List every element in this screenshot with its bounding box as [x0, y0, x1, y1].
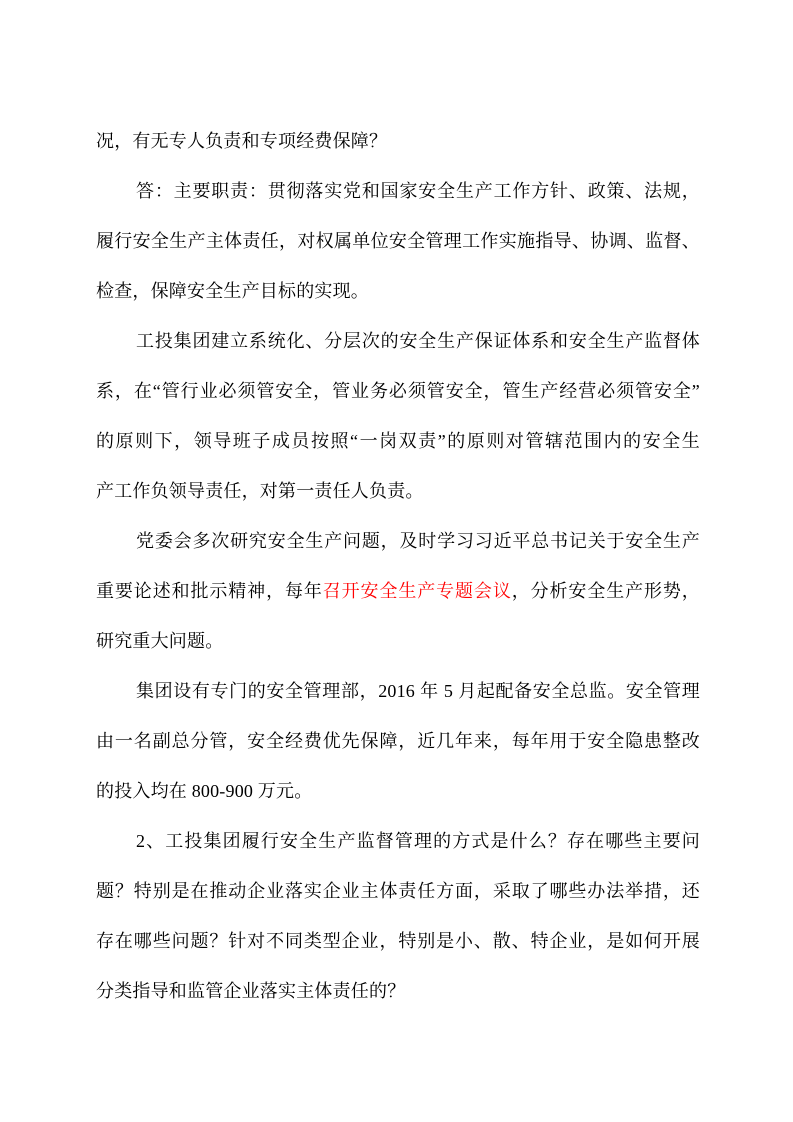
text-run: 2、工投集团履行安全生产监督管理的方式是什么？存在哪些主要问 — [136, 831, 700, 851]
text-line — [96, 216, 700, 266]
text-line — [96, 366, 700, 416]
text-run: 题？特别是在推动企业落实企业主体责任方面，采取了哪些办法举措，还 — [96, 881, 700, 901]
text-run: 集团设有专门的安全管理部，2016 年 5 月起配备安全总监。安全管理 — [136, 681, 700, 701]
text-run: 履行安全生产主体责任，对权属单位安全管理工作实施指导、协调、监督、 — [96, 231, 700, 251]
text-run: 分类指导和监管企业落实主体责任的？ — [96, 981, 406, 1001]
text-line — [96, 966, 700, 1016]
text-line — [96, 716, 700, 766]
text-run: 检查，保障安全生产目标的实现。 — [96, 281, 369, 301]
text-run: 由一名副总分管，安全经费优先保障，近几年来，每年用于安全隐患整改 — [96, 731, 700, 751]
text-line — [96, 466, 700, 516]
text-run: 存在哪些问题？针对不同类型企业，特别是小、散、特企业，是如何开展 — [96, 931, 700, 951]
text-line — [96, 266, 700, 316]
text-run: 况，有无专人负责和专项经费保障？ — [96, 131, 388, 151]
text-run: 产工作负领导责任，对第一责任人负责。 — [96, 481, 424, 501]
text-line — [96, 116, 700, 166]
text-run: 工投集团建立系统化、分层次的安全生产保证体系和安全生产监督体 — [136, 331, 700, 351]
text-line — [96, 816, 700, 866]
paragraph — [96, 816, 700, 1016]
paragraph — [96, 116, 700, 166]
text-run: ，分析安全生产形势， — [511, 581, 701, 601]
text-line — [96, 866, 700, 916]
paragraph — [96, 316, 700, 516]
text-run: 答：主要职责：贯彻落实党和国家安全生产工作方针、政策、法规， — [136, 181, 700, 201]
text-line — [96, 666, 700, 716]
text-run: 研究重大问题。 — [96, 631, 224, 651]
text-line — [96, 416, 700, 466]
text-run: 的投入均在 800-900 万元。 — [96, 781, 313, 801]
paragraph — [96, 516, 700, 666]
text-run: 系，在“管行业必须管安全，管业务必须管安全，管生产经营必须管安全” — [96, 381, 700, 401]
document-text — [96, 116, 700, 1016]
highlighted-text-run: 召开安全生产专题会议 — [322, 581, 512, 601]
text-run: 党委会多次研究安全生产问题，及时学习习近平总书记关于安全生产 — [136, 531, 700, 551]
text-line — [96, 166, 700, 216]
text-line — [96, 566, 700, 616]
text-line — [96, 766, 700, 816]
paragraph — [96, 666, 700, 816]
paragraph — [96, 166, 700, 316]
text-run: 的原则下，领导班子成员按照“一岗双责”的原则对管辖范围内的安全生 — [96, 431, 700, 451]
text-line — [96, 516, 700, 566]
text-line — [96, 916, 700, 966]
text-run: 重要论述和批示精神，每年 — [96, 581, 323, 601]
text-line — [96, 316, 700, 366]
text-line — [96, 616, 700, 666]
